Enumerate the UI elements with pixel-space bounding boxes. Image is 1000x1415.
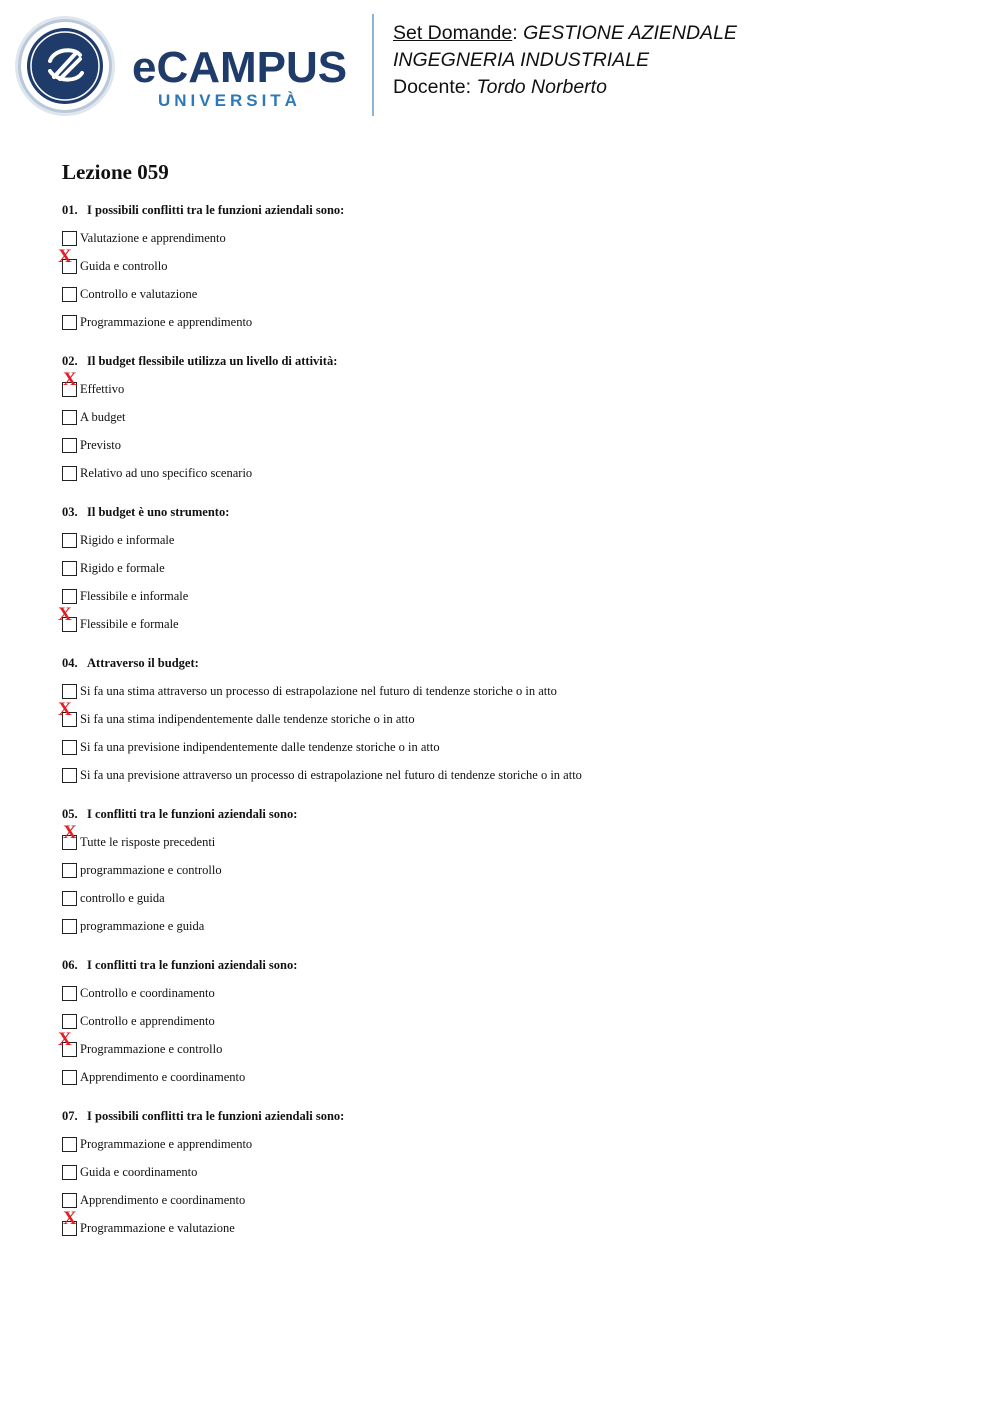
question-4 — [58, 653, 962, 804]
question-label: I conflitti tra le funzioni aziendali sono: — [87, 958, 298, 972]
answer-option[interactable] — [62, 761, 962, 789]
course-name: INGEGNERIA INDUSTRIALE — [393, 49, 650, 71]
answer-label: Si fa una stima indipendentemente dalle tendenze storiche o in atto — [80, 712, 415, 726]
answer-checkbox[interactable] — [62, 1165, 77, 1180]
lesson-title: Lezione 059 — [62, 160, 169, 184]
answer-option[interactable] — [62, 1208, 962, 1242]
answer-label: Relativo ad uno specifico scenario — [80, 466, 253, 480]
answer-option[interactable] — [62, 280, 962, 308]
answer-checkbox[interactable] — [62, 891, 77, 906]
answer-option[interactable] — [62, 912, 962, 940]
answer-label: Programmazione e controllo — [80, 1042, 223, 1056]
answer-label: programmazione e controllo — [80, 863, 222, 877]
answer-option[interactable] — [62, 856, 962, 884]
answer-label: programmazione e guida — [80, 919, 205, 933]
set-label: Set Domande — [393, 22, 513, 44]
answer-option[interactable] — [62, 369, 962, 403]
answer-option[interactable] — [62, 1063, 962, 1091]
answer-checkbox[interactable] — [62, 768, 77, 783]
answer-option[interactable] — [62, 403, 962, 431]
teacher-name: Tordo Norberto — [476, 76, 607, 98]
question-7 — [62, 1106, 962, 1257]
checked-x-icon: X — [63, 369, 77, 390]
set-line: Set Domande: GESTIONE AZIENDALE — [393, 22, 737, 44]
answer-checkbox[interactable] — [62, 986, 77, 1001]
checked-x-icon: X — [63, 1208, 77, 1229]
checked-x-icon: X — [58, 246, 72, 267]
checked-x-icon: X — [58, 604, 72, 625]
checked-x-icon: X — [58, 699, 72, 720]
answer-checkbox[interactable] — [62, 561, 77, 576]
answer-label: Valutazione e apprendimento — [80, 231, 226, 245]
answer-label: Controllo e valutazione — [80, 287, 198, 301]
answer-label: A budget — [80, 410, 126, 424]
answer-option[interactable] — [62, 822, 962, 856]
answer-option[interactable] — [62, 1130, 962, 1158]
question-text — [62, 804, 962, 828]
answer-checkbox[interactable] — [62, 1137, 77, 1152]
answer-label: Flessibile e informale — [80, 589, 189, 603]
answer-checkbox[interactable] — [62, 740, 77, 755]
answer-label: Si fa una previsione indipendentemente dalle tendenze storiche o in atto — [80, 740, 440, 754]
answer-option[interactable] — [62, 1186, 962, 1214]
question-label: I conflitti tra le funzioni aziendali sono: — [87, 807, 298, 821]
answer-checkbox[interactable] — [62, 919, 77, 934]
answer-label: Effettivo — [80, 382, 125, 396]
question-label: I possibili conflitti tra le funzioni aziendali sono: — [87, 203, 345, 217]
answer-option[interactable] — [58, 699, 962, 733]
answer-option[interactable] — [62, 677, 962, 705]
answer-option[interactable] — [62, 459, 962, 487]
answer-label: Si fa una previsione attraverso un processo di estrapolazione nel futuro di tendenze storiche o in atto — [80, 768, 582, 782]
answer-option[interactable] — [62, 224, 962, 252]
page-header — [0, 0, 1000, 130]
answer-label: Guida e controllo — [80, 259, 168, 273]
answer-label: Guida e coordinamento — [80, 1165, 198, 1179]
ecampus-wordmark-logo — [130, 40, 360, 112]
header-divider — [372, 14, 374, 116]
question-label: Il budget flessibile utilizza un livello di attività: — [87, 354, 338, 368]
answer-label: Programmazione e valutazione — [80, 1221, 235, 1235]
question-text — [62, 1106, 962, 1130]
answer-checkbox[interactable] — [62, 315, 77, 330]
answer-label: Tutte le risposte precedenti — [80, 835, 216, 849]
checked-x-icon: X — [63, 822, 77, 843]
answer-option[interactable] — [62, 1007, 962, 1035]
question-text — [62, 955, 962, 979]
answer-checkbox[interactable] — [62, 410, 77, 425]
answer-label: Si fa una stima attraverso un processo di estrapolazione nel futuro di tendenze storiche o in atto — [80, 684, 557, 698]
question-number: 02. — [62, 354, 78, 368]
svg-text:UNIVERSITÀ: UNIVERSITÀ — [158, 91, 301, 110]
question-6 — [58, 955, 962, 1106]
answer-label: controllo e guida — [80, 891, 165, 905]
question-text — [62, 502, 962, 526]
answer-label: Rigido e formale — [80, 561, 165, 575]
answer-option[interactable] — [58, 246, 962, 280]
question-number: 03. — [62, 505, 78, 519]
answer-checkbox[interactable] — [62, 438, 77, 453]
question-1 — [58, 200, 962, 351]
question-text — [62, 351, 962, 375]
ecampus-seal-logo — [14, 15, 116, 117]
question-label: Il budget è uno strumento: — [87, 505, 230, 519]
question-number: 06. — [62, 958, 78, 972]
answer-label: Controllo e apprendimento — [80, 1014, 215, 1028]
answer-checkbox[interactable] — [62, 466, 77, 481]
question-text — [62, 200, 962, 224]
svg-text:eCAMPUS: eCAMPUS — [132, 43, 348, 92]
question-number: 01. — [62, 203, 78, 217]
answer-checkbox[interactable] — [62, 1070, 77, 1085]
answer-option[interactable] — [62, 431, 962, 459]
answer-label: Apprendimento e coordinamento — [80, 1193, 246, 1207]
answer-label: Previsto — [80, 438, 121, 452]
answer-option[interactable] — [62, 884, 962, 912]
answer-checkbox[interactable] — [62, 863, 77, 878]
course-info — [393, 20, 737, 101]
answer-label: Flessibile e formale — [80, 617, 179, 631]
question-list — [58, 200, 962, 1257]
question-number: 05. — [62, 807, 78, 821]
answer-label: Rigido e informale — [80, 533, 175, 547]
answer-label: Programmazione e apprendimento — [80, 315, 253, 329]
answer-option[interactable] — [62, 308, 962, 336]
answer-checkbox[interactable] — [62, 533, 77, 548]
question-3 — [58, 502, 962, 653]
answer-label: Programmazione e apprendimento — [80, 1137, 253, 1151]
question-number: 04. — [62, 656, 78, 670]
answer-option[interactable] — [62, 554, 962, 582]
question-label: Attraverso il budget: — [87, 656, 199, 670]
answer-option[interactable] — [62, 526, 962, 554]
answer-option[interactable] — [58, 1029, 962, 1063]
answer-checkbox[interactable] — [62, 287, 77, 302]
checked-x-icon: X — [58, 1029, 72, 1050]
question-label: I possibili conflitti tra le funzioni aziendali sono: — [87, 1109, 345, 1123]
answer-label: Controllo e coordinamento — [80, 986, 215, 1000]
question-2 — [62, 351, 962, 502]
answer-option[interactable] — [58, 604, 962, 638]
answer-option[interactable] — [62, 1158, 962, 1186]
teacher-line: Docente: Tordo Norberto — [393, 76, 607, 98]
teacher-label: Docente — [393, 76, 466, 98]
question-number: 07. — [62, 1109, 78, 1123]
answer-option[interactable] — [62, 733, 962, 761]
answer-option[interactable] — [62, 582, 962, 610]
answer-label: Apprendimento e coordinamento — [80, 1070, 246, 1084]
answer-option[interactable] — [62, 979, 962, 1007]
question-5 — [62, 804, 962, 955]
subject-name: GESTIONE AZIENDALE — [523, 22, 737, 44]
question-text — [62, 653, 962, 677]
